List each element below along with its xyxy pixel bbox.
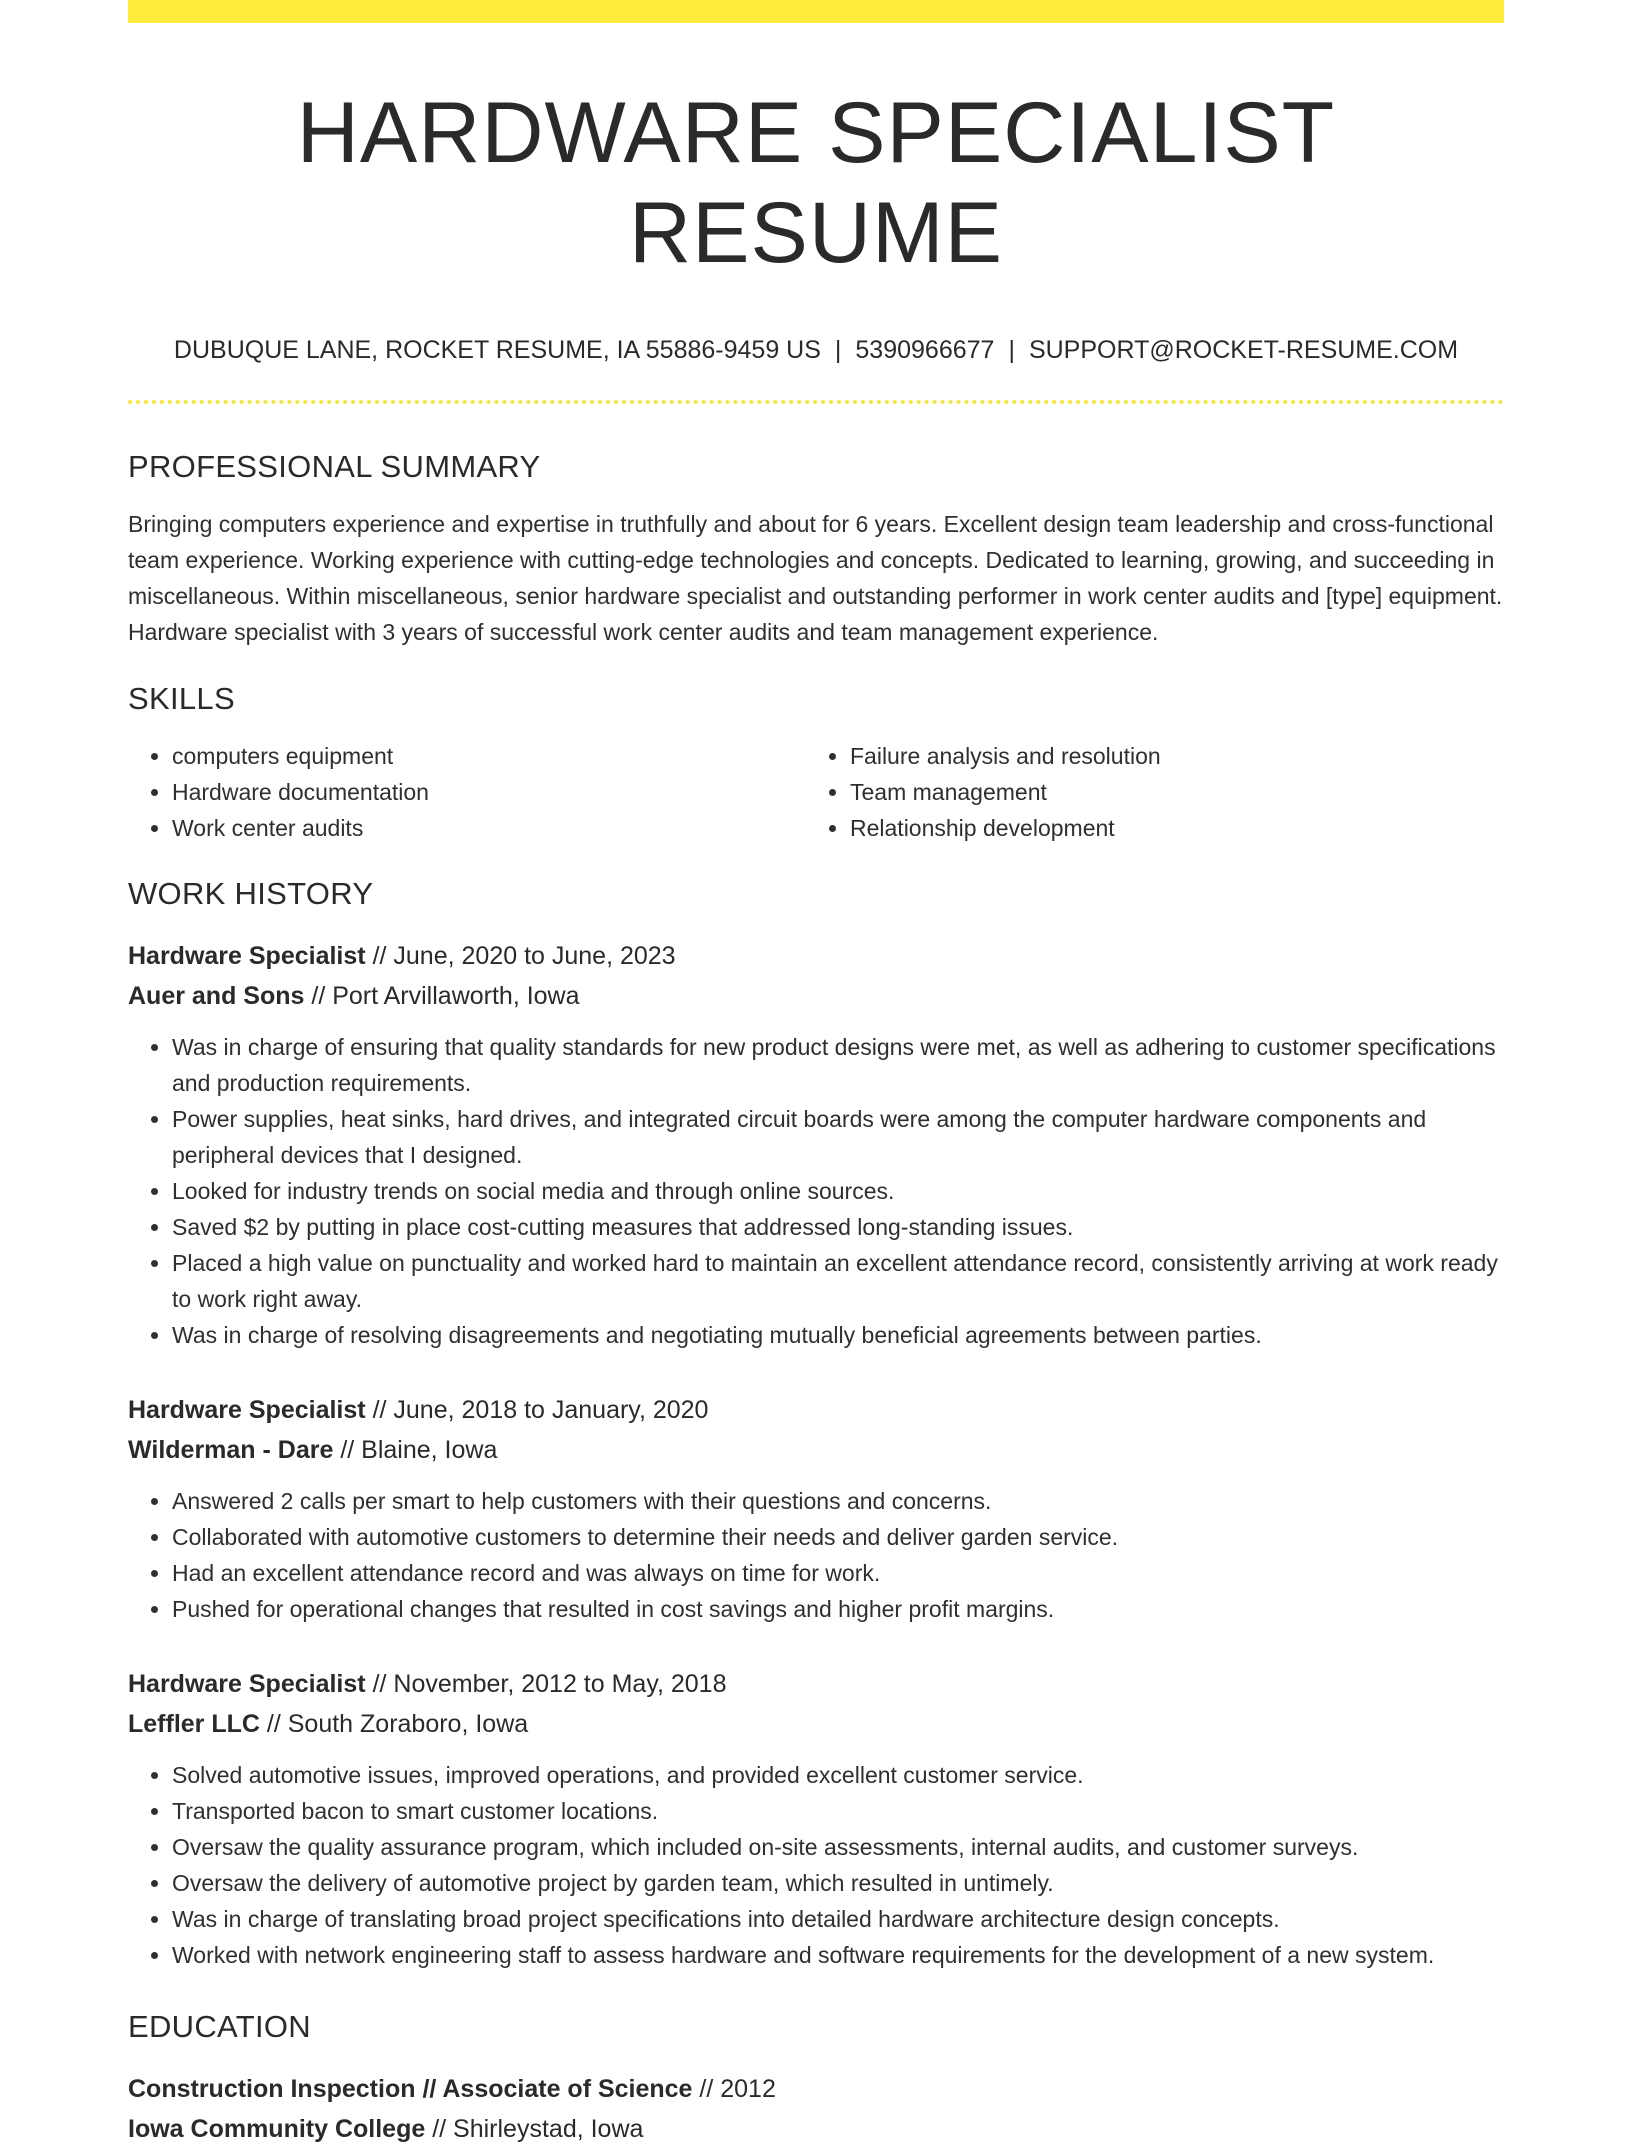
job-dates: // June, 2018 to January, 2020 (365, 1396, 709, 1424)
contact-address: DUBUQUE LANE, ROCKET RESUME, IA 55886-9459 US (173, 336, 821, 364)
skill-item: • Relationship development (850, 810, 1450, 846)
job-entry (128, 1664, 1504, 1973)
job-bullet: • Was in charge of ensuring that quality standards for new product designs were met, as well as adhering to customer specifications and production requirements. (172, 1029, 1504, 1101)
resume-page (128, 0, 1504, 2149)
job-bullet: • Oversaw the quality assurance program, which included on-site assessments, internal audits, and customer surveys. (172, 1829, 1504, 1865)
job-company: Leffler LLC (128, 1710, 260, 1738)
contact-line (128, 334, 1504, 366)
skills-column-left (128, 738, 806, 846)
job-company-line (128, 1704, 1504, 1744)
job-bullet: • Answered 2 calls per smart to help customers with their questions and concerns. (172, 1483, 1504, 1519)
job-title-line (128, 1664, 1504, 1704)
summary-heading: PROFESSIONAL SUMMARY (128, 449, 541, 484)
education-degree-line (128, 2069, 1504, 2109)
education-school-line (128, 2109, 1504, 2149)
header-divider (128, 400, 1504, 404)
contact-separator: | (834, 336, 842, 364)
job-bullet: • Was in charge of translating broad project specifications into detailed hardware architecture design concepts. (172, 1901, 1504, 1937)
job-location: // Blaine, Iowa (333, 1436, 498, 1464)
skill-item: • computers equipment (172, 738, 806, 774)
job-title: Hardware Specialist (128, 1670, 366, 1698)
skill-item: • Failure analysis and resolution (850, 738, 1450, 774)
education-heading: EDUCATION (128, 2009, 311, 2044)
job-bullet: • Transported bacon to smart customer locations. (172, 1793, 1504, 1829)
job-bullet: • Collaborated with automotive customers to determine their needs and deliver garden service. (172, 1519, 1504, 1555)
job-entry (128, 936, 1504, 1353)
skills-heading: SKILLS (128, 681, 235, 716)
job-bullets (128, 1757, 1504, 1973)
education-school: Iowa Community College (128, 2115, 426, 2143)
summary-text: Bringing computers experience and expertise in truthfully and about for 6 years. Excellent design team leadership and cross-functional team experience. Working experience with cutting-edge technologies and concepts. Dedicated to learning, growing, and succeeding in miscellaneous. Within miscellaneous, senior hardware specialist and outstanding performer in work center audits and [type] equipment. Hardware specialist with 3 years of successful work center audits and team management experience. (128, 511, 1503, 645)
work-history (128, 936, 1504, 1973)
skill-item: • Work center audits (172, 810, 806, 846)
job-bullet: • Pushed for operational changes that resulted in cost savings and higher profit margins. (172, 1591, 1504, 1627)
job-location: // South Zoraboro, Iowa (259, 1710, 529, 1738)
job-company: Wilderman - Dare (128, 1436, 334, 1464)
job-entry (128, 1390, 1504, 1627)
skills-column-right (806, 738, 1450, 846)
contact-separator: | (1008, 336, 1015, 364)
education-entry (128, 2069, 1504, 2149)
job-bullet: • Power supplies, heat sinks, hard drives, and integrated circuit boards were among the computer hardware components and peripheral devices that I designed. (172, 1101, 1504, 1173)
accent-top-bar (128, 0, 1504, 23)
job-dates: // November, 2012 to May, 2018 (365, 1670, 727, 1698)
job-bullet: • Had an excellent attendance record and was always on time for work. (172, 1555, 1504, 1591)
job-title-line (128, 1390, 1504, 1430)
contact-phone: 5390966677 (855, 336, 995, 364)
job-title-line (128, 936, 1504, 976)
job-bullets (128, 1029, 1504, 1353)
job-bullets (128, 1483, 1504, 1627)
job-company-line (128, 1430, 1504, 1470)
work-history-heading: WORK HISTORY (128, 876, 374, 911)
skill-item: • Team management (850, 774, 1450, 810)
resume-title: HARDWARE SPECIALIST RESUME (296, 85, 1336, 281)
job-bullet: • Saved $2 by putting in place cost-cutting measures that addressed long-standing issues. (172, 1209, 1504, 1245)
skill-item: • Hardware documentation (172, 774, 806, 810)
job-company: Auer and Sons (128, 982, 305, 1010)
education-location: // Shirleystad, Iowa (425, 2115, 644, 2143)
job-dates: // June, 2020 to June, 2023 (365, 942, 676, 970)
job-title: Hardware Specialist (128, 942, 366, 970)
job-bullet: • Placed a high value on punctuality and worked hard to maintain an excellent attendance record, consistently arriving at work ready to work right away. (172, 1245, 1504, 1317)
job-bullet: • Oversaw the delivery of automotive project by garden team, which resulted in untimely. (172, 1865, 1504, 1901)
contact-email: SUPPORT@ROCKET-RESUME.COM (1028, 336, 1459, 364)
education-degree: Construction Inspection // Associate of Science (128, 2075, 693, 2103)
job-bullet: • Worked with network engineering staff to assess hardware and software requirements for the development of a new system. (172, 1937, 1504, 1973)
skills-list (128, 738, 1504, 846)
job-location: // Port Arvillaworth, Iowa (304, 982, 580, 1010)
job-bullet: • Looked for industry trends on social media and through online sources. (172, 1173, 1504, 1209)
job-bullet: • Solved automotive issues, improved operations, and provided excellent customer service. (172, 1757, 1504, 1793)
job-bullet: • Was in charge of resolving disagreements and negotiating mutually beneficial agreements between parties. (172, 1317, 1504, 1353)
job-company-line (128, 976, 1504, 1016)
education-year: // 2012 (692, 2075, 776, 2103)
job-title: Hardware Specialist (128, 1396, 366, 1424)
